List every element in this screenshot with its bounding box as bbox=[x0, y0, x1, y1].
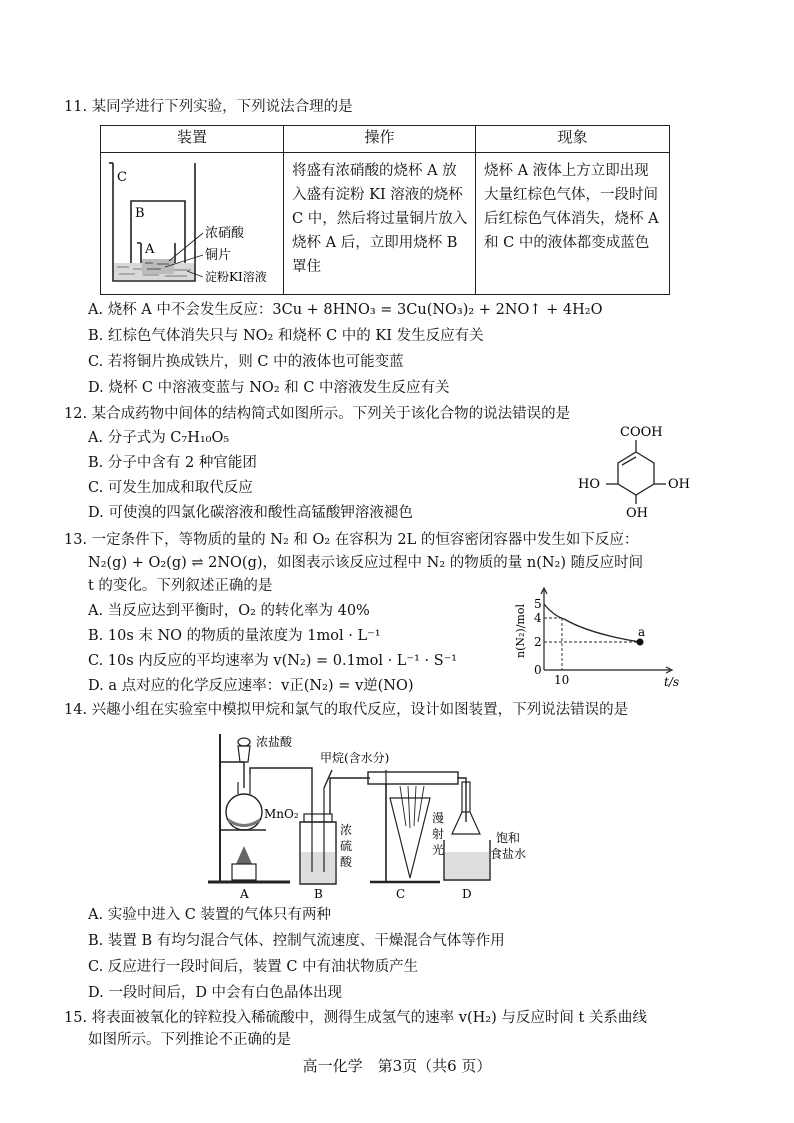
q14-option-c: C. 反应进行一段时间后，装置 C 中有油状物质产生 bbox=[88, 959, 419, 975]
q11-table bbox=[100, 125, 670, 295]
q12-structure-diagram bbox=[570, 420, 700, 520]
label-methane: 甲烷(含水分) bbox=[320, 751, 390, 765]
oh-label-bottom: OH bbox=[626, 506, 648, 520]
label-acid: 酸 bbox=[340, 855, 353, 869]
label-copper: 铜片 bbox=[205, 248, 232, 263]
label-apparatus-c: C bbox=[396, 887, 406, 901]
y-tick-5: 5 bbox=[534, 597, 542, 611]
label-mno2: MnO₂ bbox=[264, 807, 299, 821]
y-tick-2: 2 bbox=[534, 635, 542, 649]
q12-option-c: C. 可发生加成和取代反应 bbox=[88, 480, 253, 496]
q11-stem: 11. 某同学进行下列实验，下列说法合理的是 bbox=[64, 99, 353, 115]
observation-text: 烧杯 A 液体上方立即出现大量红棕色气体，一段时间后红棕色气体消失，烧杯 A 和 C 中的液体都变成蓝色 bbox=[476, 153, 670, 295]
q12-option-a: A. 分子式为 C₇H₁₀O₅ bbox=[88, 430, 230, 446]
point-a-label: a bbox=[638, 625, 646, 639]
q11-option-b: B. 红棕色气体消失只与 NO₂ 和烧杯 C 中的 KI 发生反应有关 bbox=[88, 328, 484, 344]
q14-stem: 14. 兴趣小组在实验室中模拟甲烷和氯气的取代反应，设计如图装置，下列说法错误的是 bbox=[64, 702, 629, 718]
header-operation: 操作 bbox=[284, 126, 476, 153]
q13-stem-line1: 13. 一定条件下，等物质的量的 N₂ 和 O₂ 在容积为 2L 的恒容密闭容器中发生如下反应： bbox=[64, 532, 639, 548]
q11-option-d: D. 烧杯 C 中溶液变蓝与 NO₂ 和 C 中溶液发生反应有关 bbox=[88, 380, 450, 396]
label-conc: 浓 bbox=[340, 823, 353, 837]
header-apparatus: 装置 bbox=[101, 126, 284, 153]
y-axis-label: n(N₂)/mol bbox=[514, 604, 527, 658]
label-conc-nitric: 浓硝酸 bbox=[205, 226, 245, 241]
label-apparatus-b: B bbox=[314, 887, 323, 901]
q14-option-b: B. 装置 B 有均匀混合气体、控制气流速度、干燥混合气体等作用 bbox=[88, 933, 505, 949]
x-axis-label: t/s bbox=[664, 675, 680, 689]
q12-option-d: D. 可使溴的四氯化碳溶液和酸性高锰酸钾溶液褪色 bbox=[88, 505, 413, 521]
q13-option-c: C. 10s 内反应的平均速率为 v(N₂) = 0.1mol · L⁻¹ · S⁻¹ bbox=[88, 653, 458, 669]
q12-stem: 12. 某合成药物中间体的结构简式如图所示。下列关于该化合物的说法错误的是 bbox=[64, 406, 571, 422]
label-diffuse-2: 射 bbox=[432, 827, 445, 841]
label-diffuse-3: 光 bbox=[432, 843, 445, 857]
q13-option-b: B. 10s 末 NO 的物质的量浓度为 1mol · L⁻¹ bbox=[88, 628, 381, 644]
cooh-label: COOH bbox=[620, 425, 663, 440]
ho-label: HO bbox=[578, 477, 600, 492]
q13-option-d: D. a 点对应的化学反应速率：v正(N₂) = v逆(NO) bbox=[88, 678, 414, 694]
q12-option-b: B. 分子中含有 2 种官能团 bbox=[88, 455, 257, 471]
q14-option-a: A. 实验中进入 C 装置的气体只有两种 bbox=[88, 907, 332, 923]
apparatus-cell bbox=[101, 153, 284, 295]
label-apparatus-d: D bbox=[462, 887, 472, 901]
q15-stem-line1: 15. 将表面被氧化的锌粒投入稀硫酸中，测得生成氢气的速率 v(H₂) 与反应时间 t 关系曲线 bbox=[64, 1010, 647, 1026]
x-tick-10: 10 bbox=[554, 673, 570, 687]
label-a: A bbox=[145, 242, 155, 257]
label-sulfuric: 硫 bbox=[340, 839, 353, 853]
header-observation: 现象 bbox=[476, 126, 670, 153]
page-footer: 高一化学 第3页（共6 页） bbox=[302, 1057, 492, 1075]
q11-option-a: A. 烧杯 A 中不会发生反应：3Cu + 8HNO₃ = 3Cu(NO₃)₂ + 2NO↑ + 4H₂O bbox=[88, 302, 603, 318]
q14-option-d: D. 一段时间后，D 中会有白色晶体出现 bbox=[88, 985, 343, 1001]
q11-option-c: C. 若将铜片换成铁片，则 C 中的液体也可能变蓝 bbox=[88, 354, 404, 370]
oh-label-right: OH bbox=[668, 477, 690, 492]
q14-apparatus-diagram bbox=[200, 722, 620, 902]
label-saturated: 饱和 bbox=[496, 831, 521, 845]
label-c: C bbox=[117, 170, 127, 185]
q13-option-a: A. 当反应达到平衡时，O₂ 的转化率为 40% bbox=[88, 603, 370, 619]
y-tick-0: 0 bbox=[534, 663, 542, 677]
q13-n2-time-graph bbox=[510, 578, 690, 698]
label-starch-ki: 淀粉KI溶液 bbox=[205, 270, 267, 284]
q13-stem-line3: t 的变化。下列叙述正确的是 bbox=[88, 578, 273, 594]
q13-stem-line2: N₂(g) + O₂(g) ⇌ 2NO(g)，如图表示该反应过程中 N₂ 的物质的量 n(N₂) 随反应时间 bbox=[88, 555, 644, 571]
beaker-apparatus-diagram bbox=[103, 155, 279, 291]
label-b: B bbox=[135, 206, 145, 221]
y-tick-4: 4 bbox=[534, 611, 542, 625]
q15-stem-line2: 如图所示。下列推论不正确的是 bbox=[88, 1032, 291, 1048]
label-apparatus-a: A bbox=[240, 887, 249, 901]
label-diffuse-1: 漫 bbox=[432, 811, 445, 825]
label-conc-hcl: 浓盐酸 bbox=[256, 735, 293, 749]
operation-text: 将盛有浓硝酸的烧杯 A 放入盛有淀粉 KI 溶液的烧杯 C 中，然后将过量铜片放入烧杯 A 后，立即用烧杯 B 罩住 bbox=[284, 153, 476, 295]
label-brine: 食盐水 bbox=[490, 847, 527, 861]
